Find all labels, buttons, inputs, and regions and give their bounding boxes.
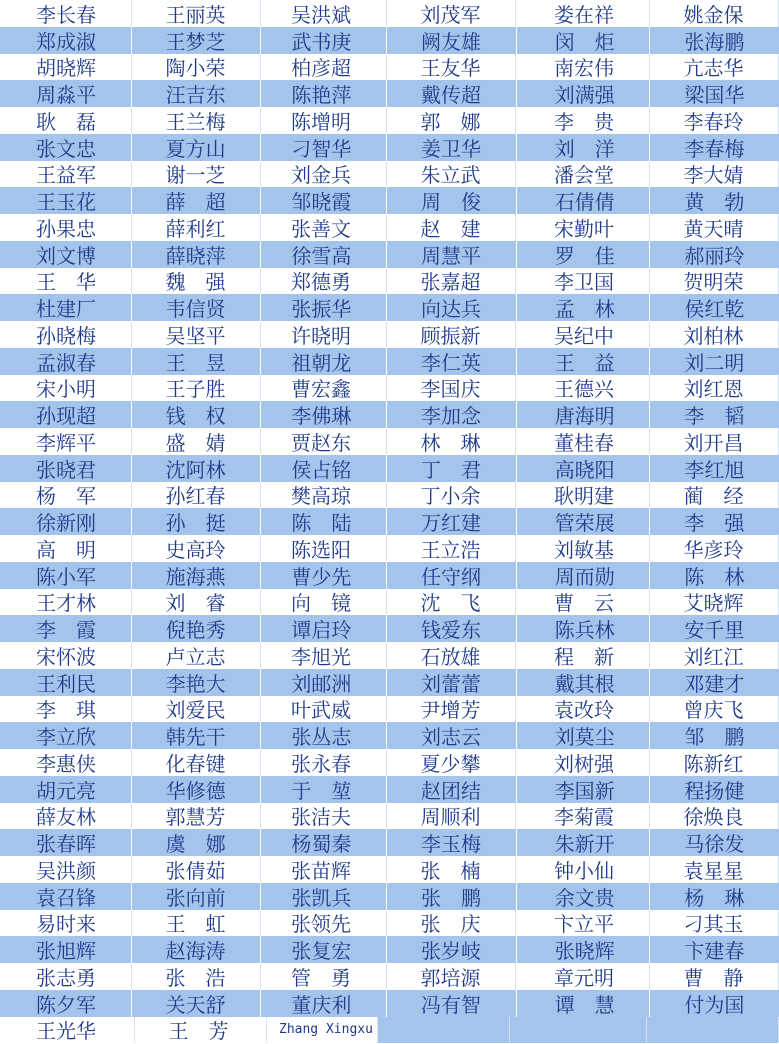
name-cell: 刘志云 bbox=[387, 722, 517, 749]
name-cell: 李红旭 bbox=[684, 457, 745, 482]
name-cell: 李立欣 bbox=[0, 722, 132, 749]
name-cell: 孙现超 bbox=[0, 401, 132, 428]
name-cell: 孟 林 bbox=[517, 294, 651, 321]
name-cell: 张丛志 bbox=[261, 722, 387, 749]
name-cell: 李菊霞 bbox=[516, 803, 650, 830]
name-cell: 孙 挺 bbox=[132, 508, 262, 535]
name-cell: 周顺利 bbox=[387, 803, 517, 830]
name-cell: 向 镜 bbox=[261, 589, 387, 616]
name-cell: 章元明 bbox=[516, 963, 650, 990]
name-cell: 张晓辉 bbox=[517, 936, 651, 963]
name-cell: 钱 权 bbox=[132, 401, 262, 428]
name-cell: 倪艳秀 bbox=[132, 615, 262, 642]
name-cell: 华修德 bbox=[132, 776, 262, 803]
table-row bbox=[0, 482, 779, 509]
name-cell: 王 芳 bbox=[135, 1017, 268, 1044]
name-cell: 夏方山 bbox=[132, 134, 262, 161]
name-cell: 化春键 bbox=[132, 749, 262, 776]
name-cell: 郭培源 bbox=[387, 963, 517, 990]
name-cell: 戴传超 bbox=[387, 80, 517, 107]
name-cell: 陶小荣 bbox=[132, 54, 262, 81]
name-cell: 周而勋 bbox=[517, 562, 651, 589]
table-row bbox=[0, 321, 779, 348]
name-cell: 陈 陆 bbox=[261, 508, 387, 535]
name-cell: 柏彦超 bbox=[261, 54, 387, 81]
name-cell: 管荣展 bbox=[517, 508, 651, 535]
name-cell: 陈艳萍 bbox=[261, 80, 387, 107]
name-cell: 石放雄 bbox=[387, 642, 517, 669]
name-cell: 艾晓辉 bbox=[650, 589, 779, 616]
name-cell: 杨 琳 bbox=[684, 885, 745, 910]
name-cell: 周 俊 bbox=[387, 187, 517, 214]
name-cell: 安千里 bbox=[684, 618, 745, 642]
name-cell: 吴纪中 bbox=[516, 321, 650, 348]
name-cell: 王梦芝 bbox=[132, 27, 262, 54]
table-row bbox=[0, 241, 779, 268]
name-cell: 贾赵东 bbox=[261, 428, 387, 455]
table-row bbox=[0, 829, 779, 856]
name-cell: 刘金兵 bbox=[261, 161, 387, 188]
name-cell: 刘树强 bbox=[516, 749, 650, 776]
name-cell: 万红建 bbox=[387, 508, 517, 535]
name-cell: 尹增芳 bbox=[387, 696, 517, 723]
name-cell: 谭启玲 bbox=[261, 615, 387, 642]
table-row bbox=[0, 562, 779, 589]
name-cell: 刘敏基 bbox=[516, 535, 650, 562]
name-cell: 薛 超 bbox=[132, 187, 262, 214]
name-cell: 卞立平 bbox=[516, 910, 650, 937]
name-cell: 宋怀波 bbox=[0, 642, 132, 669]
name-cell: 程 新 bbox=[516, 642, 650, 669]
name-cell: 南宏伟 bbox=[516, 54, 650, 81]
name-cell: 余文贵 bbox=[517, 883, 651, 910]
name-cell: 张善文 bbox=[261, 214, 387, 241]
name-cell: 李卫国 bbox=[516, 268, 650, 295]
name-cell: 郭 娜 bbox=[387, 107, 517, 134]
name-cell: 吴洪斌 bbox=[261, 0, 387, 27]
name-cell: 贺明荣 bbox=[650, 268, 779, 295]
name-cell: 张志勇 bbox=[0, 963, 132, 990]
table-row bbox=[0, 615, 779, 642]
name-cell: 张振华 bbox=[261, 294, 387, 321]
name-cell: 钱爱东 bbox=[387, 615, 517, 642]
name-cell: 邹 鹏 bbox=[684, 725, 745, 749]
name-cell: 叶武威 bbox=[261, 696, 387, 723]
name-cell bbox=[378, 1017, 511, 1044]
name-cell: 刘 睿 bbox=[132, 589, 262, 616]
name-cell: 李 韬 bbox=[684, 404, 745, 428]
name-cell: 耿 磊 bbox=[0, 107, 132, 134]
name-cell: 李春梅 bbox=[684, 136, 745, 161]
name-cell: 武书庚 bbox=[261, 27, 387, 54]
name-cell: 李 贵 bbox=[516, 107, 650, 134]
name-cell: 张 庆 bbox=[387, 910, 517, 937]
name-cell: 王光华 bbox=[0, 1017, 135, 1044]
name-cell: 周慧平 bbox=[387, 241, 517, 268]
table-row bbox=[0, 856, 779, 883]
table-row bbox=[0, 642, 779, 669]
table-row bbox=[0, 375, 779, 402]
name-cell: 刘茂军 bbox=[387, 0, 517, 27]
name-cell: 刘莫尘 bbox=[517, 722, 651, 749]
table-row bbox=[0, 401, 779, 428]
name-cell: 邓建才 bbox=[684, 671, 745, 696]
name-cell: 付为国 bbox=[684, 992, 745, 1017]
name-cell: 赵 建 bbox=[387, 214, 517, 241]
name-cell: 张春晖 bbox=[0, 829, 132, 856]
name-cell: 谢一芝 bbox=[132, 161, 262, 188]
name-cell: 刘爱民 bbox=[132, 696, 262, 723]
name-cell: 王友华 bbox=[387, 54, 517, 81]
name-cell: 李大婧 bbox=[650, 161, 779, 188]
name-cell: 刘开昌 bbox=[650, 428, 779, 455]
name-cell: 薛利红 bbox=[132, 214, 262, 241]
name-cell: 徐焕良 bbox=[650, 803, 779, 830]
name-cell: 李惠侠 bbox=[0, 749, 132, 776]
name-cell: 卢立志 bbox=[132, 642, 262, 669]
name-cell: 李旭光 bbox=[261, 642, 387, 669]
table-row bbox=[0, 963, 779, 990]
table-row bbox=[0, 776, 779, 803]
name-cell: 张 楠 bbox=[387, 856, 517, 883]
name-cell: 张苗辉 bbox=[261, 856, 387, 883]
name-cell: 陈小军 bbox=[0, 562, 132, 589]
name-cell: 任守纲 bbox=[387, 562, 517, 589]
name-cell: 刘邮洲 bbox=[261, 669, 387, 696]
name-cell: 李艳大 bbox=[132, 669, 262, 696]
name-cell: 夏少攀 bbox=[387, 749, 517, 776]
name-cell: 王益军 bbox=[0, 161, 132, 188]
table-row bbox=[0, 0, 779, 27]
name-cell: 张 浩 bbox=[132, 963, 262, 990]
name-cell: 高 明 bbox=[0, 535, 132, 562]
name-cell: 管 勇 bbox=[261, 963, 387, 990]
name-cell: 李 琪 bbox=[0, 696, 132, 723]
name-cell: 杨 军 bbox=[0, 482, 132, 509]
table-row bbox=[0, 883, 779, 910]
name-cell: 刘蕾蕾 bbox=[387, 669, 517, 696]
name-cell: 丁 君 bbox=[387, 455, 517, 482]
name-cell: 阙友雄 bbox=[387, 27, 517, 54]
name-cell: 侯占铭 bbox=[261, 455, 387, 482]
name-cell: 蔺 经 bbox=[650, 482, 779, 509]
name-cell: 魏 强 bbox=[132, 268, 262, 295]
name-cell: 董庆利 bbox=[261, 990, 387, 1017]
name-cell: Zhang Xingxu bbox=[267, 1017, 378, 1044]
name-cell: 张向前 bbox=[132, 883, 262, 910]
name-cell: 周淼平 bbox=[0, 80, 132, 107]
name-cell: 王 益 bbox=[517, 348, 651, 375]
name-cell: 董桂春 bbox=[516, 428, 650, 455]
name-cell: 赵海涛 bbox=[132, 936, 262, 963]
name-cell: 易时来 bbox=[0, 910, 132, 937]
name-cell: 刁其玉 bbox=[650, 910, 779, 937]
name-cell: 吴洪颜 bbox=[0, 856, 132, 883]
name-cell: 程扬健 bbox=[684, 778, 745, 803]
name-cell: 胡晓辉 bbox=[0, 54, 132, 81]
name-cell: 刘二明 bbox=[684, 350, 745, 375]
table-row bbox=[0, 187, 779, 214]
name-cell: 黄天晴 bbox=[650, 214, 779, 241]
name-cell: 王兰梅 bbox=[132, 107, 262, 134]
name-cell: 陈选阳 bbox=[261, 535, 387, 562]
name-cell: 郑德勇 bbox=[261, 268, 387, 295]
name-cell: 潘会堂 bbox=[516, 161, 650, 188]
name-cell: 徐新刚 bbox=[0, 508, 132, 535]
name-cell: 石倩倩 bbox=[517, 187, 651, 214]
name-cell bbox=[647, 1017, 779, 1044]
name-cell: 闵 炬 bbox=[517, 27, 651, 54]
name-cell: 王子胜 bbox=[132, 375, 262, 402]
name-cell: 刘红恩 bbox=[650, 375, 779, 402]
name-cell: 曹宏鑫 bbox=[261, 375, 387, 402]
name-cell: 于 堃 bbox=[261, 776, 387, 803]
table-row bbox=[0, 749, 779, 776]
table-row bbox=[0, 27, 779, 54]
name-cell: 虞 娜 bbox=[132, 829, 262, 856]
name-cell: 王玉花 bbox=[0, 187, 132, 214]
name-cell: 曾庆飞 bbox=[650, 696, 779, 723]
name-cell: 袁星星 bbox=[650, 856, 779, 883]
name-cell: 许晓明 bbox=[261, 321, 387, 348]
name-cell: 李国新 bbox=[517, 776, 651, 803]
name-cell: 卞建春 bbox=[684, 939, 745, 963]
table-row bbox=[0, 508, 779, 535]
table-row bbox=[0, 455, 779, 482]
name-cell: 韦信贤 bbox=[132, 294, 262, 321]
table-row bbox=[0, 803, 779, 830]
table-row bbox=[0, 696, 779, 723]
table-row bbox=[0, 990, 779, 1017]
name-cell: 姚金保 bbox=[650, 0, 779, 27]
name-cell bbox=[510, 1017, 647, 1044]
name-cell: 朱立武 bbox=[387, 161, 517, 188]
name-cell: 王 华 bbox=[0, 268, 132, 295]
name-cell: 袁召锋 bbox=[0, 883, 132, 910]
name-cell: 张 鹏 bbox=[387, 883, 517, 910]
name-cell: 罗 佳 bbox=[517, 241, 651, 268]
name-cell: 吴坚平 bbox=[132, 321, 262, 348]
name-cell: 华彦玲 bbox=[650, 535, 779, 562]
name-cell: 李国庆 bbox=[387, 375, 517, 402]
name-cell: 孙晓梅 bbox=[0, 321, 132, 348]
name-cell: 徐雪高 bbox=[261, 241, 387, 268]
name-cell: 娄在祥 bbox=[516, 0, 650, 27]
name-cell: 关天舒 bbox=[132, 990, 262, 1017]
name-cell: 冯有智 bbox=[387, 990, 517, 1017]
name-cell: 张洁夫 bbox=[261, 803, 387, 830]
name-cell: 姜卫华 bbox=[387, 134, 517, 161]
name-cell: 王利民 bbox=[0, 669, 132, 696]
table-row bbox=[0, 535, 779, 562]
name-cell: 李加念 bbox=[387, 401, 517, 428]
name-cell: 马徐发 bbox=[684, 832, 745, 856]
name-cell: 曹 静 bbox=[650, 963, 779, 990]
name-cell: 张领先 bbox=[261, 910, 387, 937]
name-cell: 沈阿林 bbox=[132, 455, 262, 482]
name-cell: 张嘉超 bbox=[387, 268, 517, 295]
name-cell: 陈增明 bbox=[261, 107, 387, 134]
name-cell: 沈 飞 bbox=[387, 589, 517, 616]
name-cell: 郝丽玲 bbox=[684, 243, 745, 268]
name-cell: 张海鹏 bbox=[684, 29, 745, 54]
name-cell: 陈兵林 bbox=[517, 615, 651, 642]
name-cell: 李佛琳 bbox=[261, 401, 387, 428]
name-cell: 孙红春 bbox=[132, 482, 262, 509]
name-cell: 耿明建 bbox=[516, 482, 650, 509]
name-cell: 汪吉东 bbox=[132, 80, 262, 107]
name-cell: 刘文博 bbox=[0, 241, 132, 268]
name-cell: 赵团结 bbox=[387, 776, 517, 803]
name-cell: 薛友林 bbox=[0, 803, 132, 830]
name-cell: 李 强 bbox=[684, 511, 745, 535]
table-row bbox=[0, 80, 779, 107]
name-cell: 张岁岐 bbox=[387, 936, 517, 963]
table-row bbox=[0, 669, 779, 696]
name-cell: 刘柏林 bbox=[650, 321, 779, 348]
name-cell: 张晓君 bbox=[0, 455, 132, 482]
name-cell: 宋小明 bbox=[0, 375, 132, 402]
name-cell: 李仁英 bbox=[387, 348, 517, 375]
table-row bbox=[0, 348, 779, 375]
name-cell: 宋勤叶 bbox=[516, 214, 650, 241]
table-row bbox=[0, 722, 779, 749]
name-cell: 曹少先 bbox=[261, 562, 387, 589]
table-row bbox=[0, 268, 779, 295]
name-cell: 张永春 bbox=[261, 749, 387, 776]
name-cell: 陈新红 bbox=[650, 749, 779, 776]
name-cell: 亢志华 bbox=[650, 54, 779, 81]
name-cell: 陈 林 bbox=[684, 564, 745, 589]
name-cell: 刘 洋 bbox=[517, 134, 651, 161]
name-cell: 韩先干 bbox=[132, 722, 262, 749]
name-cell: 郭慧芳 bbox=[132, 803, 262, 830]
name-cell: 杨蜀秦 bbox=[261, 829, 387, 856]
name-cell: 李长春 bbox=[0, 0, 132, 27]
table-row bbox=[0, 936, 779, 963]
table-row bbox=[0, 1017, 779, 1044]
table-row bbox=[0, 428, 779, 455]
table-row bbox=[0, 910, 779, 937]
table-row bbox=[0, 214, 779, 241]
name-cell: 王德兴 bbox=[516, 375, 650, 402]
name-cell: 袁改玲 bbox=[516, 696, 650, 723]
name-cell: 王丽英 bbox=[132, 0, 262, 27]
table-row bbox=[0, 294, 779, 321]
name-cell: 陈夕军 bbox=[0, 990, 132, 1017]
name-cell: 张凯兵 bbox=[261, 883, 387, 910]
name-cell: 王立浩 bbox=[387, 535, 517, 562]
name-cell: 高晓阳 bbox=[517, 455, 651, 482]
name-cell: 郑成淑 bbox=[0, 27, 132, 54]
name-cell: 樊高琼 bbox=[261, 482, 387, 509]
table-row bbox=[0, 54, 779, 81]
name-cell: 曹 云 bbox=[516, 589, 650, 616]
name-cell: 孙果忠 bbox=[0, 214, 132, 241]
name-cell: 张文忠 bbox=[0, 134, 132, 161]
name-cell: 钟小仙 bbox=[516, 856, 650, 883]
table-row bbox=[0, 134, 779, 161]
name-cell: 张旭辉 bbox=[0, 936, 132, 963]
name-cell: 张倩茹 bbox=[132, 856, 262, 883]
name-cell: 李 霞 bbox=[0, 615, 132, 642]
name-cell: 李春玲 bbox=[650, 107, 779, 134]
table-row bbox=[0, 589, 779, 616]
name-cell: 丁小余 bbox=[387, 482, 517, 509]
name-cell: 谭 慧 bbox=[517, 990, 651, 1017]
name-cell: 施海燕 bbox=[132, 562, 262, 589]
name-cell: 杜建厂 bbox=[0, 294, 132, 321]
name-cell: 李玉梅 bbox=[387, 829, 517, 856]
name-cell: 唐海明 bbox=[517, 401, 651, 428]
table-row bbox=[0, 161, 779, 188]
name-cell: 胡元亮 bbox=[0, 776, 132, 803]
name-cell: 林 琳 bbox=[387, 428, 517, 455]
name-cell: 薛晓萍 bbox=[132, 241, 262, 268]
name-cell: 王 昱 bbox=[132, 348, 262, 375]
name-cell: 黄 勃 bbox=[684, 190, 745, 214]
name-cell: 侯红乾 bbox=[684, 297, 745, 321]
name-cell: 刘满强 bbox=[517, 80, 651, 107]
name-cell: 刘红江 bbox=[650, 642, 779, 669]
name-cell: 向达兵 bbox=[387, 294, 517, 321]
name-cell: 梁国华 bbox=[684, 83, 745, 107]
name-cell: 戴其根 bbox=[517, 669, 651, 696]
name-cell: 王 虹 bbox=[132, 910, 262, 937]
name-cell: 李辉平 bbox=[0, 428, 132, 455]
name-cell: 张复宏 bbox=[261, 936, 387, 963]
name-cell: 史高玲 bbox=[132, 535, 262, 562]
name-cell: 王才林 bbox=[0, 589, 132, 616]
name-cell: 顾振新 bbox=[387, 321, 517, 348]
name-cell: 刁智华 bbox=[261, 134, 387, 161]
name-cell: 祖朝龙 bbox=[261, 348, 387, 375]
name-cell: 朱新开 bbox=[517, 829, 651, 856]
name-cell: 孟淑春 bbox=[0, 348, 132, 375]
table-row bbox=[0, 107, 779, 134]
name-cell: 邹晓霞 bbox=[261, 187, 387, 214]
name-cell: 盛 婧 bbox=[132, 428, 262, 455]
